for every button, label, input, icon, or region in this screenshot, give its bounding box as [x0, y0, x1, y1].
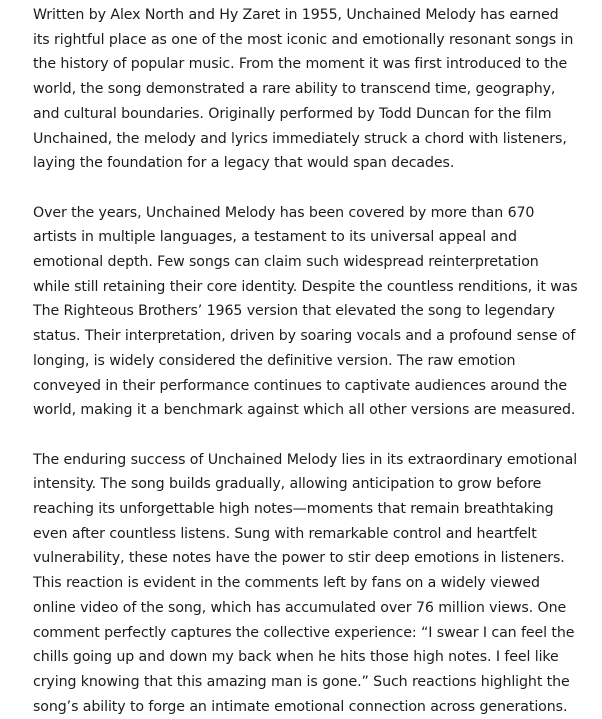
- paragraph-covers: Over the years, Unchained Melody has been covered by more than 670 artists in multiple languages, a testament to its universal appeal and emotional depth. Few songs can claim such widespread reinterpretation while still retaining their core identity. Despite the countless renditions, it was The Righteous Brothers’ 1965 version that elevated the song to legendary status. Their interpretation, driven by soaring vocals and a profound sense of longing, is widely considered the definitive version. The raw emotion conveyed in their performance continues to captivate audiences around the world, making it a benchmark against which all other versions are measured.: [33, 204, 578, 419]
- article-body: [33, 3, 579, 719]
- paragraph-origin: Written by Alex North and Hy Zaret in 1955, Unchained Melody has earned its rightful place as one of the most iconic and emotionally resonant songs in the history of popular music. From the moment it was first introduced to the world, the song demonstrated a rare ability to transcend time, geography, and cultural boundaries. Originally performed by Todd Duncan for the film Unchained, the melody and lyrics immediately struck a chord with listeners, laying the foundation for a legacy that would span decades.: [33, 7, 574, 172]
- paragraph-emotional-intensity: The enduring success of Unchained Melody lies in its extraordinary emotional intensity. The song builds gradually, allowing anticipation to grow before reaching its unforgettable high notes—moments that remain breathtaking even after countless listens. Sung with remarkable control and heartfelt vulnerability, these notes have the power to stir deep emotions in listeners. This reaction is evident in the comments left by fans on a widely viewed online video of the song, which has accumulated over 76 million views. One comment perfectly captures the collective experience: “I swear I can feel the chills going up and down my back when he hits those high notes. I feel like crying knowing that this amazing man is gone.” Such reactions highlight the song’s ability to forge an intimate emotional connection across generations.: [33, 451, 578, 715]
